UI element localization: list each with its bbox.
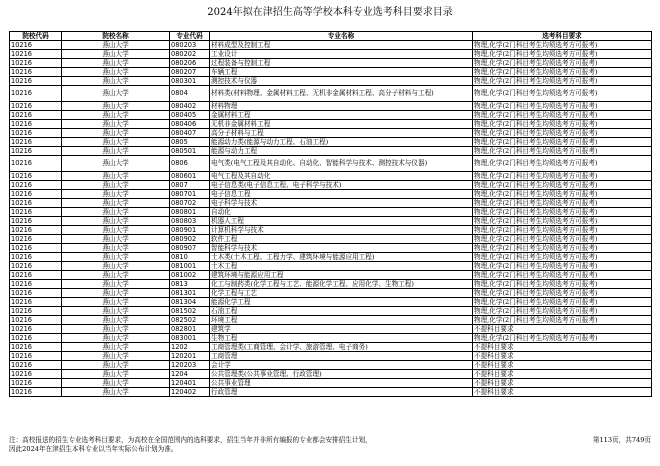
- school-code-cell: 10216: [10, 59, 62, 68]
- major-code-cell: 082801: [170, 325, 210, 334]
- subject-requirements-cell: 物理,化学(2门科目考生均须选考方可报考): [473, 244, 652, 253]
- school-code-cell: 10216: [10, 316, 62, 325]
- subject-requirements-cell: 物理,化学(2门科目考生均须选考方可报考): [473, 120, 652, 129]
- major-name-cell: 能源动力类(能源与动力工程、石油工程): [210, 138, 473, 147]
- subject-requirements-cell: 物理,化学(2门科目考生均须选考方可报考): [473, 199, 652, 208]
- header-school-code: 院校代码: [10, 32, 62, 41]
- major-name-cell: 建筑学: [210, 325, 473, 334]
- header-school-name: 院校名称: [62, 32, 170, 41]
- school-code-cell: 10216: [10, 156, 62, 172]
- major-name-cell: 智能科学与技术: [210, 244, 473, 253]
- school-code-cell: 10216: [10, 280, 62, 289]
- page-number: 第113页，共749页: [592, 436, 651, 444]
- footer-note-line-1: 注：高校报送的招生专业选考科目要求，为高校在全国范围内的选科要求，招生当年并非所有编报的专业都会安排招生计划，: [9, 436, 372, 444]
- major-name-cell: 能源与动力工程: [210, 147, 473, 156]
- school-code-cell: 10216: [10, 138, 62, 147]
- subject-requirements-cell: 物理,化学(2门科目考生均须选考方可报考): [473, 226, 652, 235]
- major-name-cell: 工商管理: [210, 352, 473, 361]
- school-name-cell: 燕山大学: [62, 111, 170, 120]
- table-row: [10, 388, 652, 397]
- school-code-cell: 10216: [10, 334, 62, 343]
- major-name-cell: 能源化学工程: [210, 298, 473, 307]
- subject-requirements-cell: 物理,化学(2门科目考生均须选考方可报考): [473, 289, 652, 298]
- major-name-cell: 工业设计: [210, 50, 473, 59]
- major-code-cell: 081301: [170, 289, 210, 298]
- table-row: [10, 208, 652, 217]
- major-name-cell: 机器人工程: [210, 217, 473, 226]
- major-code-cell: 080701: [170, 190, 210, 199]
- major-code-cell: 080406: [170, 120, 210, 129]
- table-row: [10, 111, 652, 120]
- major-code-cell: 082502: [170, 316, 210, 325]
- major-name-cell: 高分子材料与工程: [210, 129, 473, 138]
- major-name-cell: 行政管理: [210, 388, 473, 397]
- subject-requirements-cell: 物理,化学(2门科目考生均须选考方可报考): [473, 271, 652, 280]
- school-name-cell: 燕山大学: [62, 217, 170, 226]
- subject-requirements-cell: 物理,化学(2门科目考生均须选考方可报考): [473, 129, 652, 138]
- table-body: [10, 41, 652, 397]
- major-code-cell: 1202: [170, 343, 210, 352]
- major-name-cell: 化学工程与工艺: [210, 289, 473, 298]
- major-name-cell: 电气类(电气工程及其自动化、自动化、智能科学与技术、测控技术与仪器): [210, 156, 473, 172]
- subject-requirements-cell: 物理,化学(2门科目考生均须选考方可报考): [473, 68, 652, 77]
- school-code-cell: 10216: [10, 199, 62, 208]
- table-row: [10, 307, 652, 316]
- major-name-cell: 公共事业管理: [210, 379, 473, 388]
- subject-requirements-cell: 物理,化学(2门科目考生均须选考方可报考): [473, 307, 652, 316]
- major-name-cell: 材料成型及控制工程: [210, 41, 473, 50]
- school-name-cell: 燕山大学: [62, 253, 170, 262]
- major-name-cell: 电子科学与技术: [210, 199, 473, 208]
- table-row: [10, 334, 652, 343]
- major-name-cell: 工商管理类(工商管理、会计学、旅游管理、电子商务): [210, 343, 473, 352]
- school-code-cell: 10216: [10, 129, 62, 138]
- school-code-cell: 10216: [10, 289, 62, 298]
- school-name-cell: 燕山大学: [62, 59, 170, 68]
- school-name-cell: 燕山大学: [62, 370, 170, 379]
- subject-requirements-cell: 物理,化学(2门科目考生均须选考方可报考): [473, 262, 652, 271]
- major-name-cell: 化工与制药类(化学工程与工艺、能源化学工程、应用化学、生物工程): [210, 280, 473, 289]
- major-code-cell: 080907: [170, 244, 210, 253]
- major-code-cell: 120201: [170, 352, 210, 361]
- school-code-cell: 10216: [10, 370, 62, 379]
- major-code-cell: 120402: [170, 388, 210, 397]
- school-name-cell: 燕山大学: [62, 316, 170, 325]
- major-code-cell: 080407: [170, 129, 210, 138]
- major-name-cell: 建筑环境与能源应用工程: [210, 271, 473, 280]
- major-code-cell: 080207: [170, 68, 210, 77]
- subject-requirements-cell: 物理,化学(2门科目考生均须选考方可报考): [473, 316, 652, 325]
- table-row: [10, 253, 652, 262]
- school-code-cell: 10216: [10, 86, 62, 102]
- school-name-cell: 燕山大学: [62, 172, 170, 181]
- major-code-cell: 0807: [170, 181, 210, 190]
- subject-requirements-cell: 不提科目要求: [473, 388, 652, 397]
- subject-requirements-cell: 物理,化学(2门科目考生均须选考方可报考): [473, 86, 652, 102]
- major-name-cell: 材料类(材料物理、金属材料工程、无机非金属材料工程、高分子材料与工程): [210, 86, 473, 102]
- major-name-cell: 测控技术与仪器: [210, 77, 473, 86]
- subject-requirements-cell: 物理,化学(2门科目考生均须选考方可报考): [473, 102, 652, 111]
- table-row: [10, 41, 652, 50]
- major-code-cell: 080402: [170, 102, 210, 111]
- major-code-cell: 080801: [170, 208, 210, 217]
- school-name-cell: 燕山大学: [62, 262, 170, 271]
- school-name-cell: 燕山大学: [62, 379, 170, 388]
- major-code-cell: 0804: [170, 86, 210, 102]
- table-row: [10, 138, 652, 147]
- major-code-cell: 081002: [170, 271, 210, 280]
- school-name-cell: 燕山大学: [62, 190, 170, 199]
- major-code-cell: 120203: [170, 361, 210, 370]
- school-name-cell: 燕山大学: [62, 280, 170, 289]
- major-code-cell: 080301: [170, 77, 210, 86]
- table-row: [10, 217, 652, 226]
- school-name-cell: 燕山大学: [62, 226, 170, 235]
- major-name-cell: 石油工程: [210, 307, 473, 316]
- school-code-cell: 10216: [10, 77, 62, 86]
- subject-requirements-cell: 不提科目要求: [473, 352, 652, 361]
- subject-requirements-cell: 不提科目要求: [473, 325, 652, 334]
- school-name-cell: 燕山大学: [62, 298, 170, 307]
- major-code-cell: 080206: [170, 59, 210, 68]
- major-code-cell: 080702: [170, 199, 210, 208]
- subject-requirements-cell: 物理,化学(2门科目考生均须选考方可报考): [473, 280, 652, 289]
- school-name-cell: 燕山大学: [62, 334, 170, 343]
- school-name-cell: 燕山大学: [62, 181, 170, 190]
- school-name-cell: 燕山大学: [62, 129, 170, 138]
- school-code-cell: 10216: [10, 352, 62, 361]
- table-row: [10, 181, 652, 190]
- page-title: 2024年拟在津招生高等学校本科专业选考科目要求目录: [207, 7, 453, 18]
- major-name-cell: 软件工程: [210, 235, 473, 244]
- table-row: [10, 370, 652, 379]
- school-code-cell: 10216: [10, 208, 62, 217]
- school-code-cell: 10216: [10, 120, 62, 129]
- table-row: [10, 379, 652, 388]
- requirements-table: [9, 31, 652, 397]
- school-code-cell: 10216: [10, 235, 62, 244]
- major-code-cell: 083001: [170, 334, 210, 343]
- major-code-cell: 081502: [170, 307, 210, 316]
- school-code-cell: 10216: [10, 41, 62, 50]
- major-name-cell: 环境工程: [210, 316, 473, 325]
- school-name-cell: 燕山大学: [62, 244, 170, 253]
- table-row: [10, 50, 652, 59]
- subject-requirements-cell: 不提科目要求: [473, 370, 652, 379]
- school-name-cell: 燕山大学: [62, 120, 170, 129]
- table-row: [10, 262, 652, 271]
- subject-requirements-cell: 物理,化学(2门科目考生均须选考方可报考): [473, 111, 652, 120]
- subject-requirements-cell: 不提科目要求: [473, 343, 652, 352]
- school-name-cell: 燕山大学: [62, 271, 170, 280]
- subject-requirements-cell: 物理,化学(2门科目考生均须选考方可报考): [473, 235, 652, 244]
- subject-requirements-cell: 物理,化学(2门科目考生均须选考方可报考): [473, 147, 652, 156]
- footer: [9, 436, 651, 454]
- major-code-cell: 080601: [170, 172, 210, 181]
- major-name-cell: 土木工程: [210, 262, 473, 271]
- subject-requirements-cell: 物理,化学(2门科目考生均须选考方可报考): [473, 172, 652, 181]
- major-name-cell: 自动化: [210, 208, 473, 217]
- major-code-cell: 0813: [170, 280, 210, 289]
- major-name-cell: 生物工程: [210, 334, 473, 343]
- major-name-cell: 计算机科学与技术: [210, 226, 473, 235]
- school-code-cell: 10216: [10, 190, 62, 199]
- major-code-cell: 080902: [170, 235, 210, 244]
- school-name-cell: 燕山大学: [62, 343, 170, 352]
- school-code-cell: 10216: [10, 343, 62, 352]
- major-name-cell: 金属材料工程: [210, 111, 473, 120]
- school-name-cell: 燕山大学: [62, 208, 170, 217]
- major-code-cell: 120401: [170, 379, 210, 388]
- school-name-cell: 燕山大学: [62, 102, 170, 111]
- major-code-cell: 081001: [170, 262, 210, 271]
- subject-requirements-cell: 物理,化学(2门科目考生均须选考方可报考): [473, 181, 652, 190]
- subject-requirements-cell: 物理,化学(2门科目考生均须选考方可报考): [473, 41, 652, 50]
- subject-requirements-cell: 物理,化学(2门科目考生均须选考方可报考): [473, 77, 652, 86]
- school-code-cell: 10216: [10, 172, 62, 181]
- school-code-cell: 10216: [10, 68, 62, 77]
- subject-requirements-cell: 不提科目要求: [473, 379, 652, 388]
- table-row: [10, 325, 652, 334]
- table-row: [10, 280, 652, 289]
- school-code-cell: 10216: [10, 50, 62, 59]
- table-row: [10, 316, 652, 325]
- table-row: [10, 59, 652, 68]
- table-row: [10, 361, 652, 370]
- major-name-cell: 会计学: [210, 361, 473, 370]
- subject-requirements-cell: 物理,化学(2门科目考生均须选考方可报考): [473, 253, 652, 262]
- major-code-cell: 081304: [170, 298, 210, 307]
- school-name-cell: 燕山大学: [62, 86, 170, 102]
- subject-requirements-cell: 物理,化学(2门科目考生均须选考方可报考): [473, 156, 652, 172]
- major-name-cell: 无机非金属材料工程: [210, 120, 473, 129]
- header-subject-requirements: 选考科目要求: [473, 32, 652, 41]
- school-code-cell: 10216: [10, 244, 62, 253]
- school-code-cell: 10216: [10, 147, 62, 156]
- table-row: [10, 199, 652, 208]
- school-code-cell: 10216: [10, 262, 62, 271]
- major-name-cell: 过程装备与控制工程: [210, 59, 473, 68]
- school-name-cell: 燕山大学: [62, 307, 170, 316]
- school-name-cell: 燕山大学: [62, 50, 170, 59]
- major-name-cell: 电气工程及其自动化: [210, 172, 473, 181]
- school-code-cell: 10216: [10, 111, 62, 120]
- table-row: [10, 129, 652, 138]
- table-row: [10, 190, 652, 199]
- school-code-cell: 10216: [10, 253, 62, 262]
- school-code-cell: 10216: [10, 298, 62, 307]
- school-code-cell: 10216: [10, 361, 62, 370]
- school-code-cell: 10216: [10, 226, 62, 235]
- major-name-cell: 电子信息类(电子信息工程、电子科学与技术): [210, 181, 473, 190]
- table-row: [10, 86, 652, 102]
- major-name-cell: 材料物理: [210, 102, 473, 111]
- school-name-cell: 燕山大学: [62, 388, 170, 397]
- major-code-cell: 080501: [170, 147, 210, 156]
- school-code-cell: 10216: [10, 217, 62, 226]
- school-name-cell: 燕山大学: [62, 352, 170, 361]
- table-row: [10, 68, 652, 77]
- major-name-cell: 土木类(土木工程、工程力学、建筑环境与能源应用工程): [210, 253, 473, 262]
- school-name-cell: 燕山大学: [62, 325, 170, 334]
- major-code-cell: 0806: [170, 156, 210, 172]
- school-name-cell: 燕山大学: [62, 147, 170, 156]
- table-row: [10, 120, 652, 129]
- table-row: [10, 226, 652, 235]
- school-name-cell: 燕山大学: [62, 68, 170, 77]
- table-row: [10, 235, 652, 244]
- subject-requirements-cell: 物理,化学(2门科目考生均须选考方可报考): [473, 138, 652, 147]
- major-code-cell: 080202: [170, 50, 210, 59]
- subject-requirements-cell: 不提科目要求: [473, 361, 652, 370]
- subject-requirements-cell: 物理,化学(2门科目考生均须选考方可报考): [473, 50, 652, 59]
- footer-note-line-2: 因此2024年在津招生本科专业以当年实际公布计划为准。: [9, 445, 178, 453]
- school-code-cell: 10216: [10, 379, 62, 388]
- table-row: [10, 102, 652, 111]
- school-code-cell: 10216: [10, 325, 62, 334]
- subject-requirements-cell: 物理,化学(2门科目考生均须选考方可报考): [473, 59, 652, 68]
- school-code-cell: 10216: [10, 307, 62, 316]
- school-code-cell: 10216: [10, 271, 62, 280]
- major-name-cell: 公共管理类(公共事业管理、行政管理): [210, 370, 473, 379]
- major-code-cell: 080901: [170, 226, 210, 235]
- table-row: [10, 172, 652, 181]
- school-name-cell: 燕山大学: [62, 77, 170, 86]
- school-name-cell: 燕山大学: [62, 156, 170, 172]
- subject-requirements-cell: 物理,化学(2门科目考生均须选考方可报考): [473, 298, 652, 307]
- table-row: [10, 298, 652, 307]
- subject-requirements-cell: 物理,化学(2门科目考生均须选考方可报考): [473, 190, 652, 199]
- school-name-cell: 燕山大学: [62, 41, 170, 50]
- subject-requirements-cell: 物理,化学(2门科目考生均须选考方可报考): [473, 217, 652, 226]
- table-row: [10, 289, 652, 298]
- table-row: [10, 271, 652, 280]
- school-name-cell: 燕山大学: [62, 361, 170, 370]
- school-name-cell: 燕山大学: [62, 289, 170, 298]
- header-major-name: 专业名称: [210, 32, 473, 41]
- major-name-cell: 车辆工程: [210, 68, 473, 77]
- major-code-cell: 0805: [170, 138, 210, 147]
- major-code-cell: 080803: [170, 217, 210, 226]
- subject-requirements-cell: 物理,化学(2门科目考生均须选考方可报考): [473, 208, 652, 217]
- school-name-cell: 燕山大学: [62, 199, 170, 208]
- table-row: [10, 244, 652, 253]
- table-row: [10, 156, 652, 172]
- school-name-cell: 燕山大学: [62, 235, 170, 244]
- table-row: [10, 352, 652, 361]
- major-code-cell: 1204: [170, 370, 210, 379]
- table-header-row: [10, 32, 652, 41]
- major-code-cell: 080405: [170, 111, 210, 120]
- table-row: [10, 77, 652, 86]
- table-row: [10, 147, 652, 156]
- major-code-cell: 0810: [170, 253, 210, 262]
- major-name-cell: 电子信息工程: [210, 190, 473, 199]
- table-row: [10, 343, 652, 352]
- school-code-cell: 10216: [10, 181, 62, 190]
- school-code-cell: 10216: [10, 388, 62, 397]
- header-major-code: 专业代码: [170, 32, 210, 41]
- school-code-cell: 10216: [10, 102, 62, 111]
- major-code-cell: 080203: [170, 41, 210, 50]
- school-name-cell: 燕山大学: [62, 138, 170, 147]
- subject-requirements-cell: 物理,化学(2门科目考生均须选考方可报考): [473, 334, 652, 343]
